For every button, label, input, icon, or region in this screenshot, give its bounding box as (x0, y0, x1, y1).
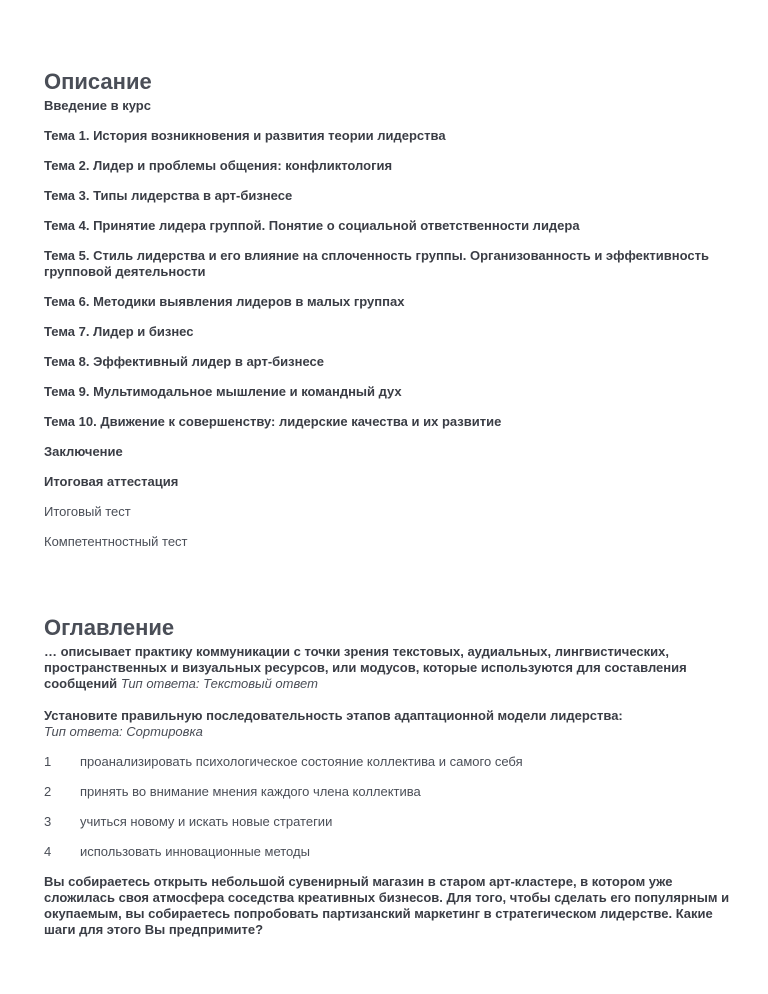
option-number: 1 (44, 754, 52, 769)
question-3: Вы собираетесь открыть небольшой сувенирный магазин в старом арт-кластере, в котором уже сложилась своя атмосфера соседства креативных бизнесов. Для того, чтобы сделать его популярным и окупаемым, вы собираетесь попробовать партизанский маркетинг в стратегическом лидерстве. Какие шаги для этого Вы предпримите? (44, 874, 730, 937)
answer-type: Тип ответа: Текстовый ответ (120, 676, 318, 691)
option-text: принять во внимание мнения каждого члена коллектива (80, 784, 421, 799)
toc-item[interactable]: Заключение (44, 444, 123, 459)
option-text: учиться новому и искать новые стратегии (80, 814, 333, 829)
option-text: использовать инновационные методы (80, 844, 310, 859)
toc-item[interactable]: Тема 7. Лидер и бизнес (44, 324, 194, 339)
toc-item[interactable]: Тема 3. Типы лидерства в арт-бизнесе (44, 188, 293, 203)
toc-item[interactable]: Введение в курс (44, 98, 151, 113)
answer-type: Тип ответа: Сортировка (44, 724, 203, 739)
option-text: проанализировать психологическое состояние коллектива и самого себя (80, 754, 523, 769)
contents-title: Оглавление (44, 615, 175, 640)
option-number: 3 (44, 814, 52, 829)
document-body (44, 68, 734, 938)
question-1 (44, 644, 734, 692)
toc-item[interactable]: Итоговая аттестация (44, 474, 179, 489)
sort-options (44, 754, 734, 860)
sort-option[interactable] (44, 784, 734, 800)
question-text: Установите правильную последовательность этапов адаптационной модели лидерства: (44, 708, 623, 723)
option-number: 2 (44, 784, 52, 799)
toc-item[interactable]: Компетентностный тест (44, 534, 188, 549)
toc-item[interactable]: Тема 1. История возникновения и развития теории лидерства (44, 128, 446, 143)
option-number: 4 (44, 844, 52, 859)
sort-option[interactable] (44, 754, 734, 770)
sort-option[interactable] (44, 844, 734, 860)
toc-item[interactable]: Тема 2. Лидер и проблемы общения: конфликтология (44, 158, 393, 173)
toc-item[interactable]: Тема 6. Методики выявления лидеров в малых группах (44, 294, 405, 309)
toc-item[interactable]: Итоговый тест (44, 504, 131, 519)
question-2 (44, 708, 734, 740)
toc-item[interactable]: Тема 9. Мультимодальное мышление и командный дух (44, 384, 402, 399)
sort-option[interactable] (44, 814, 734, 830)
toc-item[interactable]: Тема 5. Стиль лидерства и его влияние на сплоченность группы. Организованность и эффективность групповой деятельности (44, 248, 709, 279)
question-text: … описывает практику коммуникации с точки зрения текстовых, аудиальных, лингвистических, пространственных и визуальных ресурсов, или модусов, которые используются для составления сообщений (44, 644, 687, 691)
description-title: Описание (44, 69, 152, 94)
toc-item[interactable]: Тема 8. Эффективный лидер в арт-бизнесе (44, 354, 325, 369)
toc-item[interactable]: Тема 4. Принятие лидера группой. Понятие о социальной ответственности лидера (44, 218, 580, 233)
description-list (44, 98, 734, 550)
toc-item[interactable]: Тема 10. Движение к совершенству: лидерские качества и их развитие (44, 414, 502, 429)
